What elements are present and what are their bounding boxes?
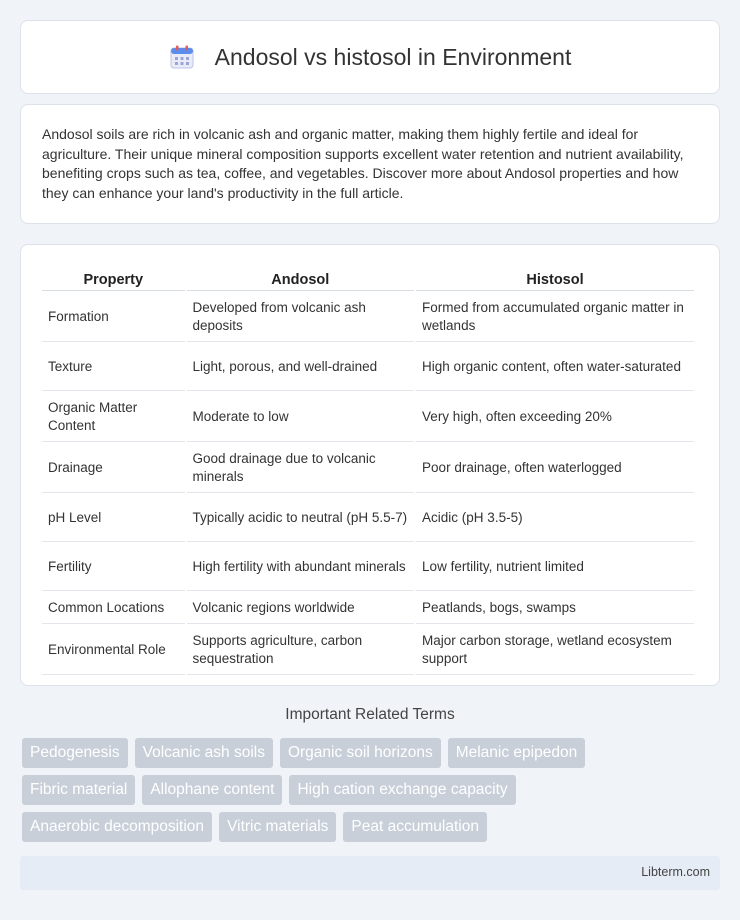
table-cell: Organic Matter Content [42,393,185,442]
table-cell: Major carbon storage, wetland ecosystem support [416,626,694,675]
table-cell: Moderate to low [187,393,415,442]
tag-fibric-material[interactable]: Fibric material [22,775,135,805]
table-cell: Fertility [42,544,185,591]
table-row [42,626,694,675]
page-title: Andosol vs histosol in Environment [214,43,572,70]
table-row [42,593,694,624]
tag-vitric-materials[interactable]: Vitric materials [219,812,336,842]
related-terms-list [22,738,722,849]
table-cell: pH Level [42,495,185,542]
comparison-table [40,268,696,677]
table-row [42,393,694,442]
tag-organic-soil-horizons[interactable]: Organic soil horizons [280,738,441,768]
table-cell: Peatlands, bogs, swamps [416,593,694,624]
tag-volcanic-ash-soils[interactable]: Volcanic ash soils [135,738,273,768]
table-cell: Formation [42,293,185,342]
comparison-table-card [20,244,720,686]
tag-row [22,775,722,805]
table-cell: Environmental Role [42,626,185,675]
table-cell: Common Locations [42,593,185,624]
table-cell: Acidic (pH 3.5-5) [416,495,694,542]
tag-allophane-content[interactable]: Allophane content [142,775,282,805]
table-cell: Developed from volcanic ash deposits [187,293,415,342]
table-cell: Typically acidic to neutral (pH 5.5-7) [187,495,415,542]
table-cell: High organic content, often water-saturated [416,344,694,391]
table-cell: Low fertility, nutrient limited [416,544,694,591]
tag-melanic-epipedon[interactable]: Melanic epipedon [448,738,586,768]
footer-site-link[interactable]: Libterm.com [641,865,710,879]
table-cell: Good drainage due to volcanic minerals [187,444,415,493]
header-card [20,20,720,94]
table-cell: Drainage [42,444,185,493]
calendar-icon [169,44,195,70]
table-cell: Very high, often exceeding 20% [416,393,694,442]
intro-text: Andosol soils are rich in volcanic ash and organic matter, making them highly fertile and ideal for agriculture. Their unique mineral composition supports excellent water retention and nutrient availability, benefiting crops such as tea, coffee, and vegetables. Discover more about Andosol properties and how they can enhance your land's productivity in the full article. [42,126,684,201]
tag-row [22,812,722,842]
tag-high-cation-exchange-capacity[interactable]: High cation exchange capacity [289,775,515,805]
table-row [42,495,694,542]
table-cell: Volcanic regions worldwide [187,593,415,624]
intro-card [20,104,720,224]
title-wrap [169,44,572,71]
column-header-property: Property [42,270,185,291]
related-terms-title: Important Related Terms [285,706,455,723]
table-cell: Light, porous, and well-drained [187,344,415,391]
column-header-andosol: Andosol [187,270,415,291]
footer [20,856,720,890]
table-cell: Formed from accumulated organic matter in wetlands [416,293,694,342]
table-row [42,293,694,342]
table-row [42,344,694,391]
table-cell: Texture [42,344,185,391]
column-header-histosol: Histosol [416,270,694,291]
table-header-row [42,270,694,291]
table-cell: Supports agriculture, carbon sequestration [187,626,415,675]
table-row [42,544,694,591]
table-cell: Poor drainage, often waterlogged [416,444,694,493]
tag-row [22,738,722,768]
tag-peat-accumulation[interactable]: Peat accumulation [343,812,487,842]
tag-anaerobic-decomposition[interactable]: Anaerobic decomposition [22,812,212,842]
tag-pedogenesis[interactable]: Pedogenesis [22,738,128,768]
table-row [42,444,694,493]
table-cell: High fertility with abundant minerals [187,544,415,591]
